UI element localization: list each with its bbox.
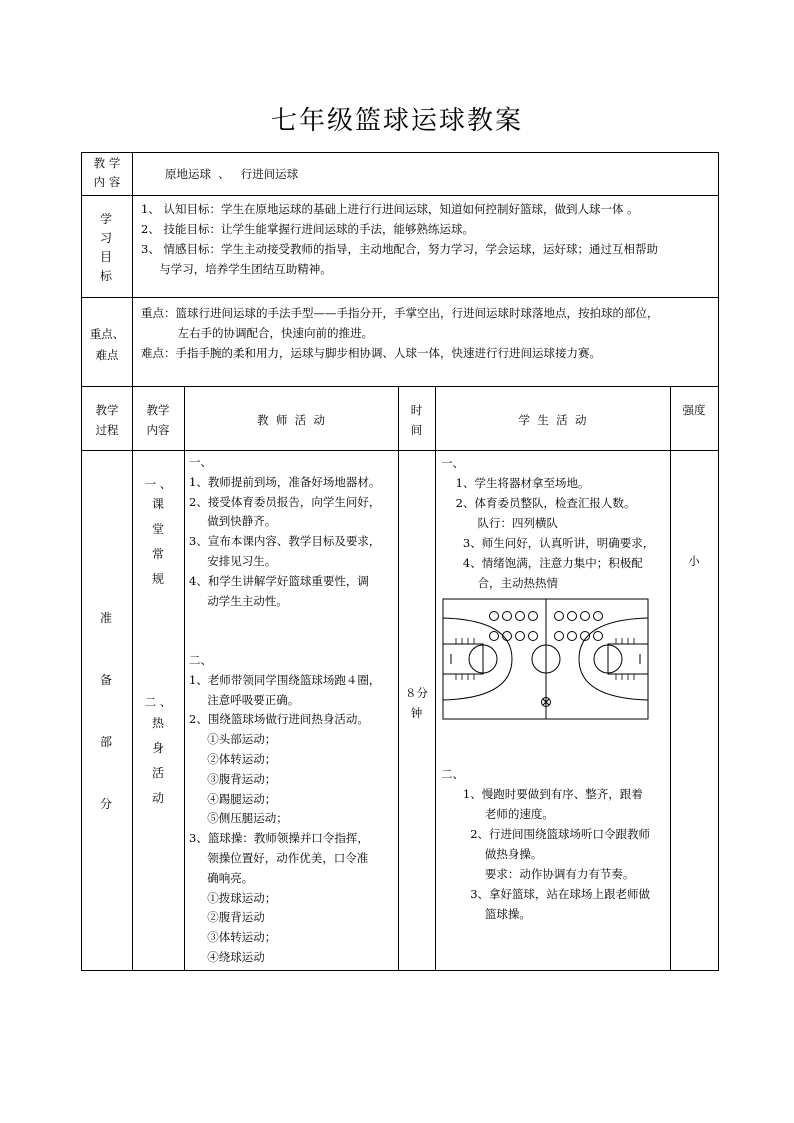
key-left [443,644,483,674]
activity-line: 队行：四列横队 [441,516,559,530]
basketball-court-diagram [442,598,650,721]
activity-line: 老师的速度。 [441,807,554,821]
activity-line: 2、围绕篮球场做行进间热身活动。 [189,712,369,727]
header-content: 教学 内容 [146,403,170,437]
activity-line: 篮球操。 [441,907,531,921]
student-activities-part1 [441,453,669,593]
activity-line: 要求：动作协调有力有节奏。 [441,867,635,881]
activity-line [189,611,397,631]
activity-line: ③腹背运动； [189,771,277,786]
activity-line: 领操位置好，动作优美，口令准 [189,850,369,865]
lesson-plan-table [81,152,719,971]
activity-line: ②体转运动； [189,751,277,766]
header-time: 时 间 [410,403,423,437]
activity-line: 1、教师提前到场，准备好场地器材。 [189,474,381,489]
key-line: 重点：篮球行进间运球的手法手型——手指分开，手掌空出，行进间运球时球落地点，按拍球的部位， [141,306,659,320]
header-teacher-activity: 教 师 活 动 [257,413,325,427]
activity-line: ④踢腿运动； [189,791,277,806]
part2-number: 二 、 [144,695,172,709]
student-activities-part2 [441,764,669,924]
goal-line: 1、 认知目标：学生在原地运球的基础上进行行进间运球，知道如何控制好篮球，做到人球一体 。 [141,202,639,216]
three-point-arc-right [579,618,648,700]
activity-line: 注意呼吸要正确。 [189,692,300,707]
activity-line: 3、师生问好，认真听讲，明确要求， [441,536,655,550]
goals-label: 学 习 目 标 [99,212,112,283]
activity-line: 1、老师带领同学围绕篮球场跑４圈， [189,672,381,687]
activity-line [189,631,397,651]
process-label: 准 备 部 分 [99,611,112,811]
activity-line: 2、接受体育委员报告，向学生问好， [189,494,381,509]
activity-line: 合，主动热热情 [441,576,559,590]
activity-line: ②腹背运动 [189,910,265,925]
goal-line: 3、 情感目标：学生主动接受教师的指导，主动地配合，努力学习，学会运球，运好球；通过互相帮助 [141,242,658,256]
activity-line: ①拨球运动； [189,890,277,905]
activity-line: 4、和学生讲解学好篮球重要性，调 [189,573,369,588]
activity-line: 1、学生将器材拿至场地。 [441,476,590,490]
goal-line: 与学习，培养学生团结互助精神。 [141,262,332,276]
part2-title: 热 身 活 动 [151,716,164,805]
activity-line: 1、慢跑时要做到有序、整齐，跟着 [441,787,643,801]
part1-title: 课 堂 常 规 [151,497,164,586]
intensity-value: 小 [688,554,700,568]
activity-line: 二、 [189,652,212,667]
page-title: 七年级篮球运球教案 [270,106,523,136]
three-point-arc-left [443,618,512,700]
activity-line: 2、体育委员整队，检查汇报人数。 [441,496,636,510]
activity-line: ①头部运动； [189,732,277,747]
header-intensity: 强度 [682,403,706,417]
activity-line: 二、 [441,767,464,781]
activity-line: ⑤侧压腿运动； [189,811,288,826]
teacher-activities [189,453,397,968]
header-student-activity: 学 生 活 动 [518,413,587,427]
activity-line: 4、情绪饱满，注意力集中；积极配 [441,556,643,570]
activity-line: 做到快静齐。 [189,514,277,529]
header-process: 教学 过程 [95,403,119,437]
key-label: 重点、 难点 [89,327,125,362]
activity-line: 3、宣布本课内容、教学目标及要求， [189,534,381,549]
part1-number: 一 、 [144,477,172,491]
content-text: 原地运球 、 行进间运球 [165,167,299,181]
activity-line: 3、篮球操：教师领操并口令指挥， [189,831,369,846]
activity-line: ③体转运动； [189,930,277,945]
activity-line: 2、行进间围绕篮球场听口令跟教师 [441,827,651,841]
activity-line: 一、 [441,456,464,470]
activity-line: 一、 [189,455,212,469]
activity-line: 安排见习生。 [189,553,277,568]
goal-line: 2、 技能目标：让学生能掌握行进间运球的手法，能够熟练运球。 [141,222,474,236]
key-line: 难点：手指手腕的柔和用力，运球与脚步相协调、人球一体，快速进行行进间运球接力赛。 [141,346,601,360]
content-label: 教 学 内 容 [93,156,121,189]
key-right [608,644,648,674]
activity-line: 动学生主动性。 [189,593,288,608]
key-line: 左右手的协调配合，快速向前的推进。 [141,326,374,340]
activity-line: 3、拿好篮球，站在球场上跟老师做 [441,887,651,901]
time-duration: ８分 钟 [405,686,428,720]
activity-line: 确响亮。 [189,870,254,885]
activity-line: ④绕球运动 [189,949,265,964]
activity-line: 做热身操。 [441,847,543,861]
